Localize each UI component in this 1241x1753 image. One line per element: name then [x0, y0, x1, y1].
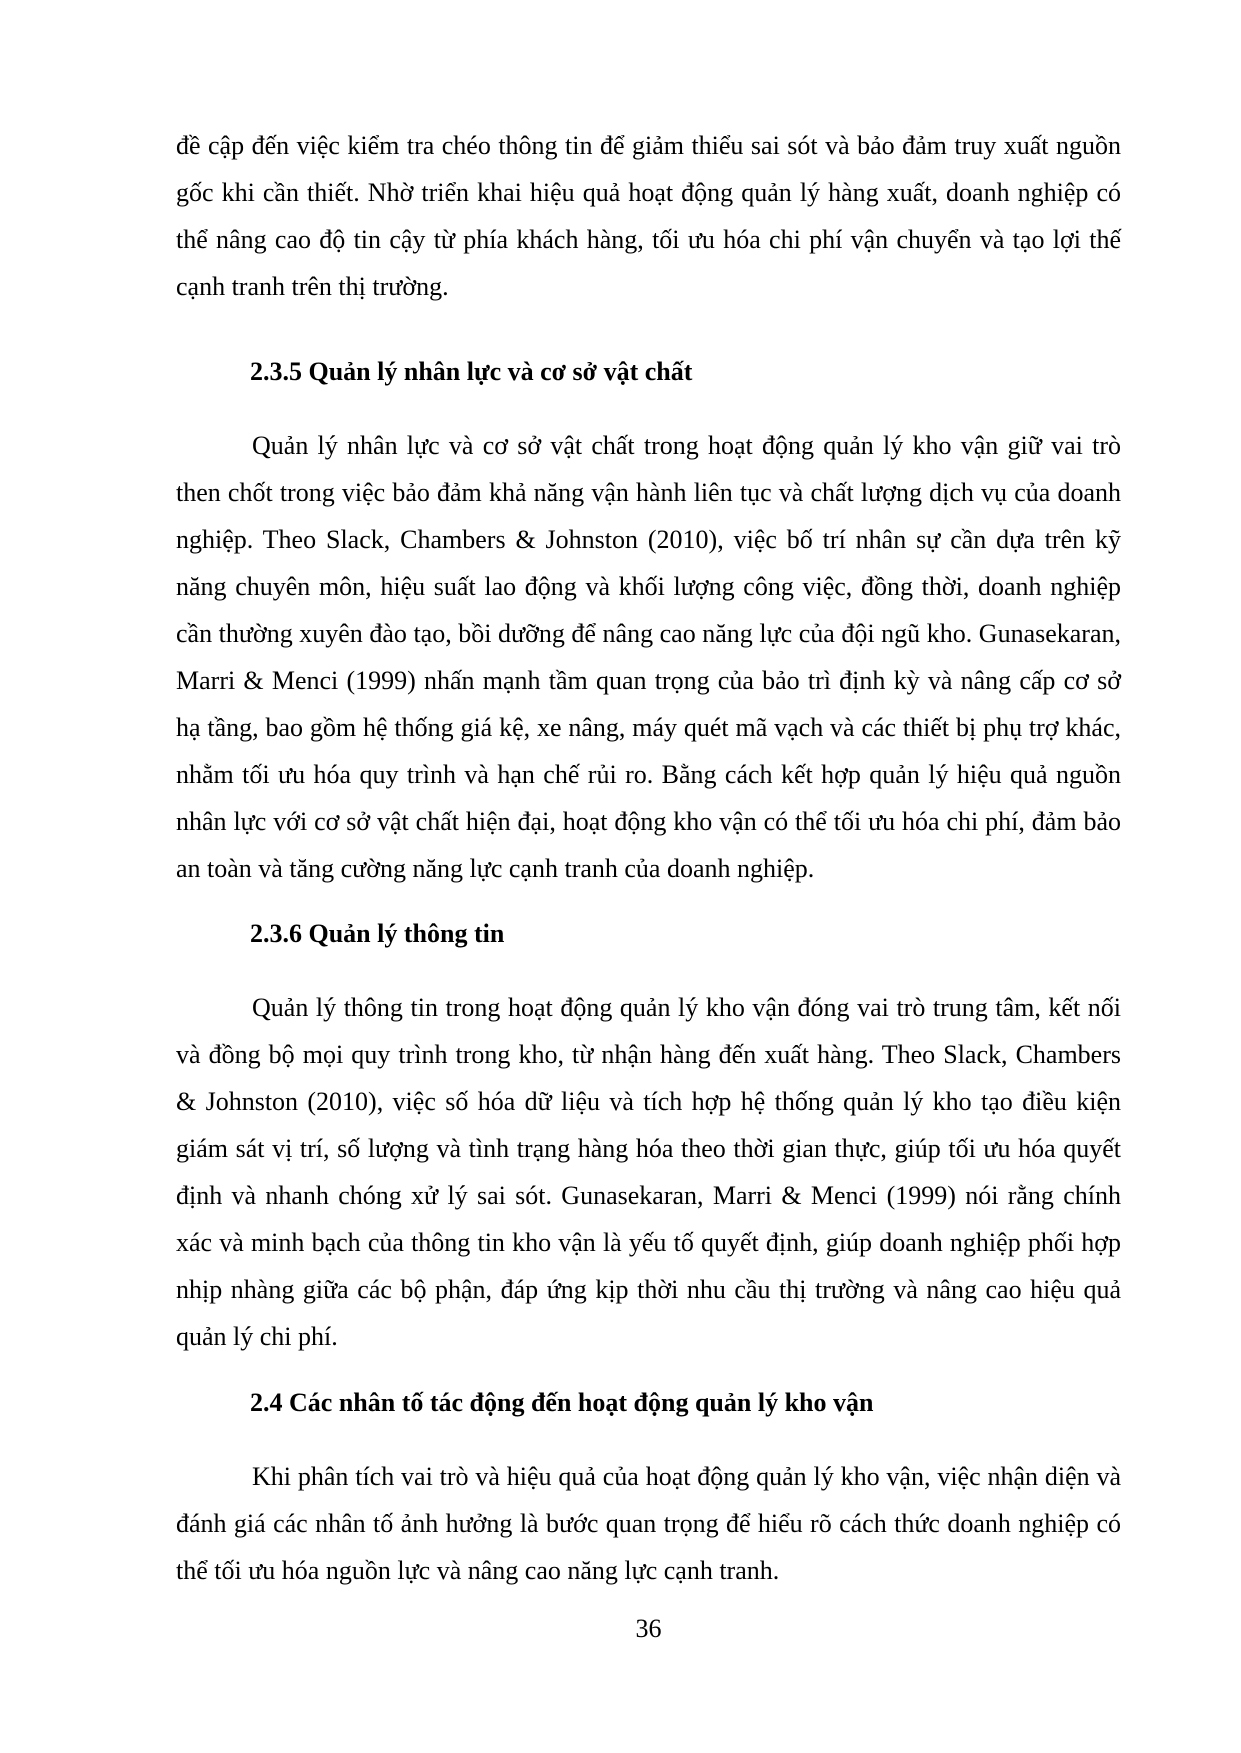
paragraph-human-resources: Quản lý nhân lực và cơ sở vật chất trong hoạt động quản lý kho vận giữ vai trò then chốt trong việc bảo đảm khả năng vận hành liên tục và chất lượng dịch vụ của doanh nghiệp. Theo Slack, Chambers & Johnston (2010), việc bố trí nhân sự cần dựa trên kỹ năng chuyên môn, hiệu suất lao động và khối lượng công việc, đồng thời, doanh nghiệp cần thường xuyên đào tạo, bồi dưỡng để nâng cao năng lực của đội ngũ kho. Gunasekaran, Marri & Menci (1999) nhấn mạnh tầm quan trọng của bảo trì định kỳ và nâng cấp cơ sở hạ tầng, bao gồm hệ thống giá kệ, xe nâng, máy quét mã vạch và các thiết bị phụ trợ khác, nhằm tối ưu hóa quy trình và hạn chế rủi ro. Bằng cách kết hợp quản lý hiệu quả nguồn nhân lực với cơ sở vật chất hiện đại, hoạt động kho vận có thể tối ưu hóa chi phí, đảm bảo an toàn và tăng cường năng lực cạnh tranh của doanh nghiệp.: [176, 431, 1121, 883]
heading-2-3-6: 2.3.6 Quản lý thông tin: [250, 919, 505, 948]
heading-2-3-5: 2.3.5 Quản lý nhân lực và cơ sở vật chất: [250, 357, 693, 386]
heading-2-4: 2.4 Các nhân tố tác động đến hoạt động quản lý kho vận: [250, 1388, 874, 1417]
page-number: 36: [635, 1614, 662, 1643]
paragraph-factors: Khi phân tích vai trò và hiệu quả của hoạt động quản lý kho vận, việc nhận diện và đánh giá các nhân tố ảnh hưởng là bước quan trọng để hiểu rõ cách thức doanh nghiệp có thể tối ưu hóa nguồn lực và nâng cao năng lực cạnh tranh.: [176, 1462, 1121, 1585]
paragraph-information: Quản lý thông tin trong hoạt động quản lý kho vận đóng vai trò trung tâm, kết nối và đồng bộ mọi quy trình trong kho, từ nhận hàng đến xuất hàng. Theo Slack, Chambers & Johnston (2010), việc số hóa dữ liệu và tích hợp hệ thống quản lý kho tạo điều kiện giám sát vị trí, số lượng và tình trạng hàng hóa theo thời gian thực, giúp tối ưu hóa quyết định và nhanh chóng xử lý sai sót. Gunasekaran, Marri & Menci (1999) nói rằng chính xác và minh bạch của thông tin kho vận là yếu tố quyết định, giúp doanh nghiệp phối hợp nhịp nhàng giữa các bộ phận, đáp ứng kịp thời nhu cầu thị trường và nâng cao hiệu quả quản lý chi phí.: [176, 993, 1121, 1351]
document-page: [176, 0, 1121, 1753]
paragraph-continuation: đề cập đến việc kiểm tra chéo thông tin để giảm thiểu sai sót và bảo đảm truy xuất nguồn gốc khi cần thiết. Nhờ triển khai hiệu quả hoạt động quản lý hàng xuất, doanh nghiệp có thể nâng cao độ tin cậy từ phía khách hàng, tối ưu hóa chi phí vận chuyển và tạo lợi thế cạnh tranh trên thị trường.: [176, 131, 1121, 301]
